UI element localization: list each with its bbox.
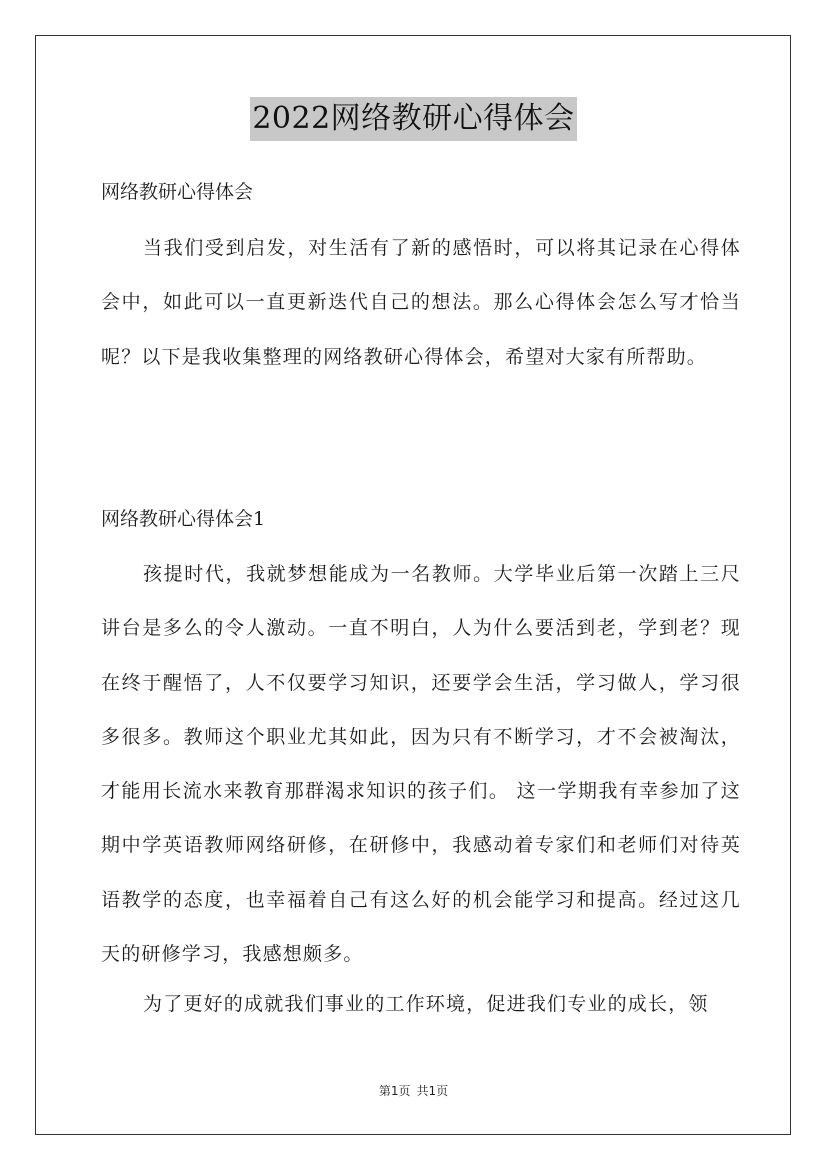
document-title: 2022网络教研心得体会 [250,97,576,141]
intro-paragraph: 当我们受到启发，对生活有了新的感悟时，可以将其记录在心得体会中，如此可以一直更新迭代自己的想法。那么心得体会怎么写才恰当呢？以下是我收集整理的网络教研心得体会，希望对大家有所帮助。 [101,237,741,368]
section1-paragraph-2: 为了更好的成就我们事业的工作环境，促进我们专业的成长，领 [143,993,709,1015]
intro-heading: 网络教研心得体会 [101,181,254,203]
title-container [0,97,827,141]
section1-paragraph-1: 孩提时代，我就梦想能成为一名教师。大学毕业后第一次踏上三尺讲台是多么的令人激动。一直不明白，人为什么要活到老，学到老？现在终于醒悟了，人不仅要学习知识，还要学会生活，学习做人，学习很多很多。教师这个职业尤其如此，因为只有不断学习，才不会被淘汰，才能用长流水来教育那群渴求知识的孩子们。 这一学期我有幸参加了这期中学英语教师网络研修，在研修中，我感动着专家们和老师们对待英语教学的态度，也幸福着自己有这么好的机会能学习和提高。经过这几天的研修学习，我感想颇多。 [101,563,741,966]
page-number: 第1页 [378,1084,411,1098]
page-total: 共1页 [416,1084,449,1098]
section1-heading: 网络教研心得体会1 [101,508,266,530]
page-footer [0,1082,827,1099]
